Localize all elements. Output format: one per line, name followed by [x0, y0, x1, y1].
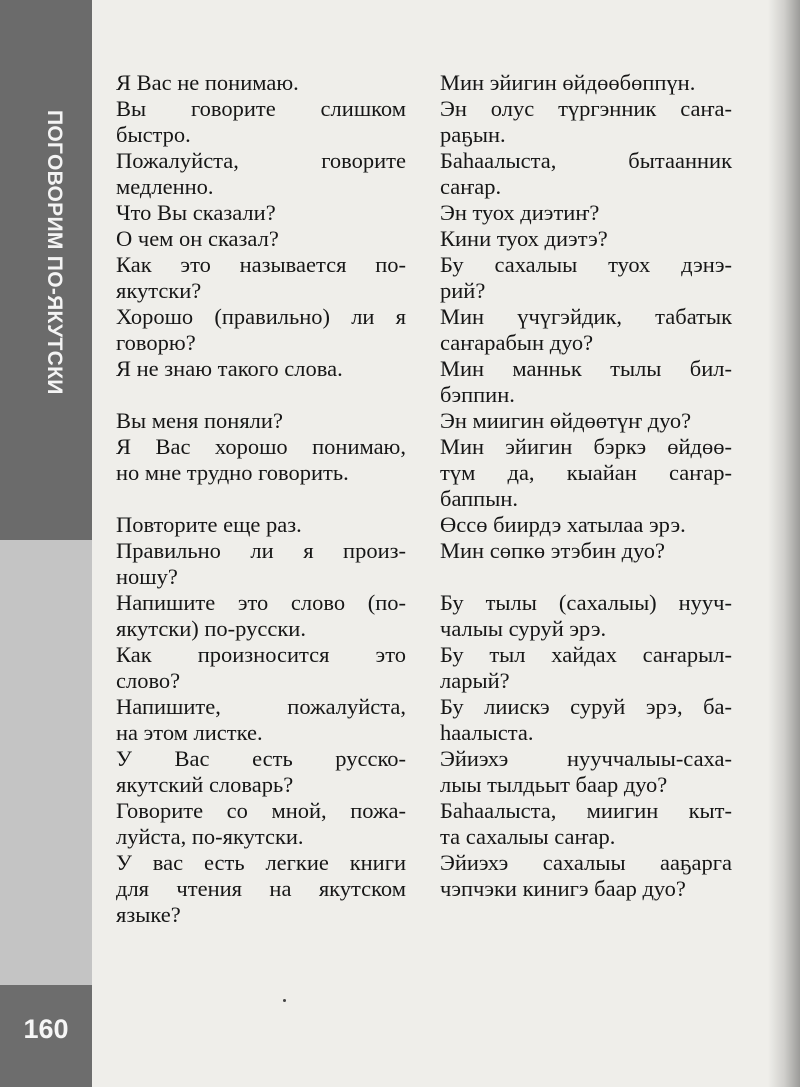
- yakut-phrase-line: Бу тыл хайдах саҥарыл-: [440, 642, 732, 667]
- russian-phrase-line: Что Вы сказали?: [116, 200, 276, 225]
- russian-phrase-line: ношу?: [116, 564, 178, 589]
- russian-phrase-line: Вы меня поняли?: [116, 408, 283, 433]
- russian-phrase-line: Я Вас хорошо понимаю,: [116, 434, 406, 459]
- russian-phrase-line: слово?: [116, 668, 181, 693]
- russian-phrase-line: говорю?: [116, 330, 196, 355]
- yakut-phrase-line: Бу тылы (сахалыы) нууч-: [440, 590, 732, 615]
- yakut-phrase-line: Өссө биирдэ хатылаа эрэ.: [440, 512, 686, 537]
- yakut-phrase-line: Бу лиискэ суруй эрэ, ба-: [440, 694, 732, 719]
- yakut-phrase-line: рий?: [440, 278, 486, 303]
- russian-phrase-line: луйста, по-якутски.: [116, 824, 304, 849]
- yakut-phrase-line: Мин манньк тылы бил-: [440, 356, 732, 381]
- yakut-phrase-line: һаалыста.: [440, 720, 534, 745]
- yakut-phrase-line: Эн миигин өйдөөтүҥ дуо?: [440, 408, 692, 433]
- yakut-phrase-line: Эйиэхэ сахалыы ааҕарга: [440, 850, 732, 875]
- yakut-phrase-line: саҥарабын дуо?: [440, 330, 594, 355]
- russian-phrase-line: языке?: [116, 902, 181, 927]
- print-speck: [283, 999, 286, 1002]
- yakut-phrase-line: Мин үчүгэйдик, табатык: [440, 304, 732, 329]
- russian-phrase-line: но мне трудно говорить.: [116, 460, 349, 485]
- russian-phrase-line: О чем он сказал?: [116, 226, 279, 251]
- russian-phrase-line: Правильно ли я произ-: [116, 538, 406, 563]
- russian-phrase-line: быстро.: [116, 122, 191, 147]
- russian-phrase-line: Напишите это слово (по-: [116, 590, 406, 615]
- yakut-phrase-line: Баһаалыста, бытаанник: [440, 148, 732, 173]
- russian-phrase-line: Как произносится это: [116, 642, 406, 667]
- russian-phrase-line: Говорите со мной, пожа-: [116, 798, 406, 823]
- russian-phrase-line: Пожалуйста, говорите: [116, 148, 406, 173]
- yakut-phrase-line: саҥар.: [440, 174, 502, 199]
- russian-phrase-line: Повторите еще раз.: [116, 512, 302, 537]
- russian-phrase-line: якутский словарь?: [116, 772, 294, 797]
- yakut-phrase-line: Эйиэхэ нууччалыы-саха-: [440, 746, 732, 771]
- russian-phrase-line: Я не знаю такого слова.: [116, 356, 343, 381]
- page-gutter-shadow: [768, 0, 800, 1087]
- yakut-phrase-line: чалыы суруй эрэ.: [440, 616, 607, 641]
- russian-phrase-line: на этом листке.: [116, 720, 263, 745]
- russian-phrase-line: медленно.: [116, 174, 214, 199]
- section-tab: [0, 0, 92, 1087]
- russian-phrase-line: У вас есть легкие книги: [116, 850, 406, 875]
- yakut-phrase-line: Баһаалыста, миигин кыт-: [440, 798, 732, 823]
- yakut-phrase-line: лыы тылдьыт баар дуо?: [440, 772, 668, 797]
- section-title: ПОГОВОРИМ ПО-ЯКУТСКИ: [43, 110, 66, 395]
- russian-phrase-line: У Вас есть русско-: [116, 746, 406, 771]
- yakut-phrase-line: ларый?: [440, 668, 510, 693]
- russian-phrase-line: Как это называется по-: [116, 252, 406, 277]
- russian-phrase-line: Хорошо (правильно) ли я: [116, 304, 406, 329]
- yakut-phrase-line: Мин эйигин бэркэ өйдөө-: [440, 434, 732, 459]
- russian-phrase-line: Я Вас не понимаю.: [116, 70, 299, 95]
- yakut-phrase-line: чэпчэки кинигэ баар дуо?: [440, 876, 686, 901]
- yakut-phrase-line: Эн туох диэтиҥ?: [440, 200, 600, 225]
- yakut-phrase-line: Эн олус түргэнник саҥа-: [440, 96, 732, 121]
- russian-phrase-line: Вы говорите слишком: [116, 96, 406, 121]
- yakut-phrase-line: раҕын.: [440, 122, 506, 147]
- yakut-phrase-line: Мин сөпкө этэбин дуо?: [440, 538, 666, 563]
- russian-phrase-line: Напишите, пожалуйста,: [116, 694, 406, 719]
- yakut-phrase-line: түм да, кыайан саҥар-: [440, 460, 732, 485]
- page-number: 160: [23, 1014, 69, 1044]
- yakut-phrase-line: баппын.: [440, 486, 519, 511]
- russian-phrase-line: якутски?: [116, 278, 202, 303]
- yakut-phrase-line: Бу сахалыы туох дэнэ-: [440, 252, 732, 277]
- russian-phrase-line: якутски) по-русски.: [116, 616, 306, 641]
- yakut-phrase-line: Мин эйигин өйдөөбөппүн.: [440, 70, 696, 95]
- yakut-phrase-line: бэппин.: [440, 382, 515, 407]
- yakut-phrase-line: Кини туох диэтэ?: [440, 226, 608, 251]
- yakut-phrase-line: та сахалыы саҥар.: [440, 824, 616, 849]
- russian-phrase-line: для чтения на якутском: [116, 876, 406, 901]
